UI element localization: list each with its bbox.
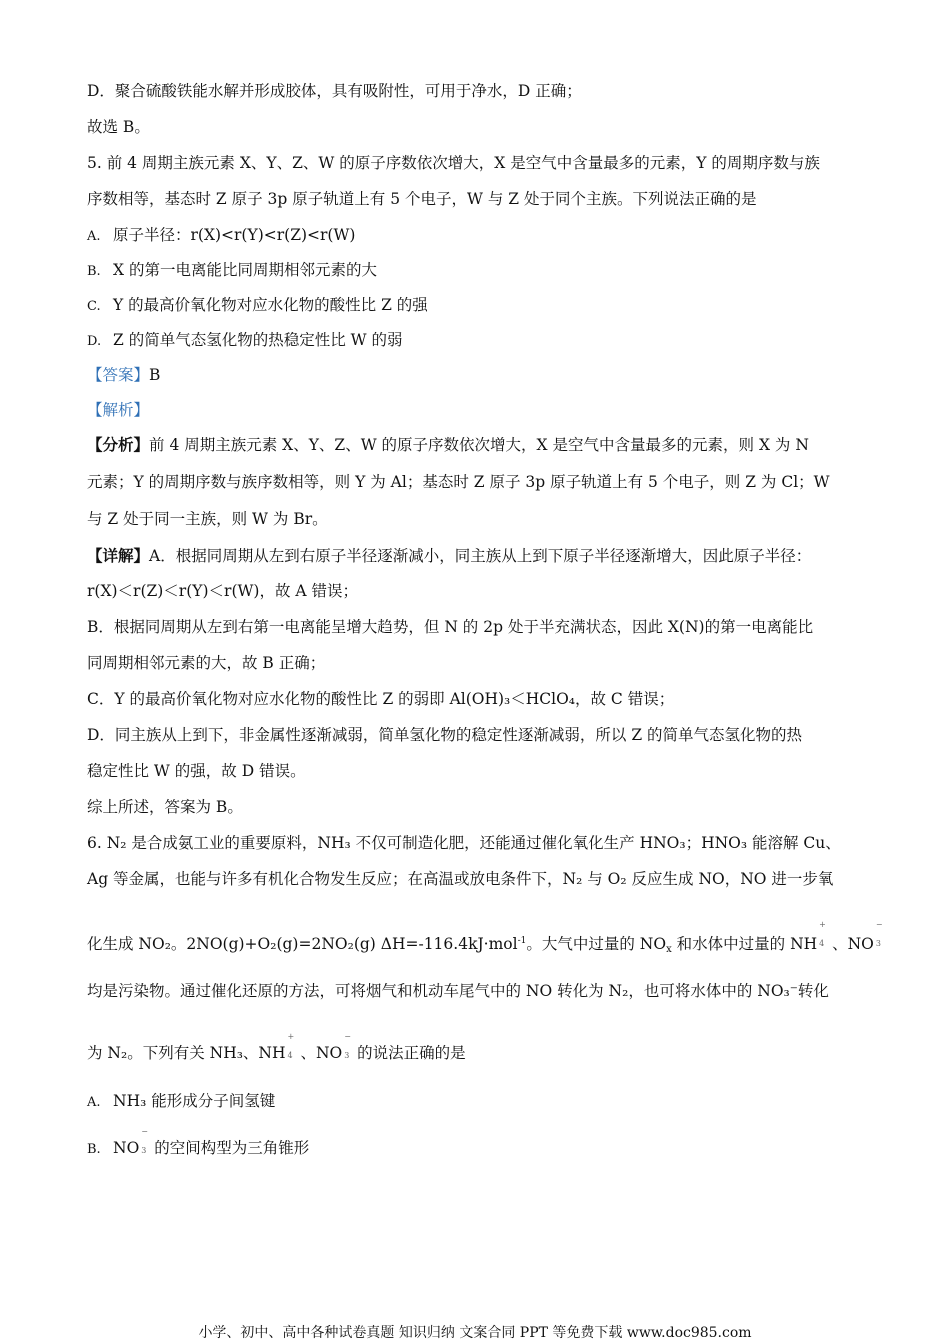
ion-bottom: 3 — [344, 1051, 350, 1060]
ion-charge — [874, 920, 884, 952]
text-span: 为 N₂。下列有关 NH₃、NH — [87, 1044, 286, 1062]
option-label: A. — [87, 1095, 101, 1110]
ion-charge — [139, 1127, 149, 1159]
question-5-line: 5. 前 4 周期主族元素 X、Y、Z、W 的原子序数依次增大，X 是空气中含量最多的元素，Y 的周期序数与族 — [87, 154, 820, 172]
subscript: x — [666, 944, 672, 955]
analysis-line: 与 Z 处于同一主族，则 W 为 Br。 — [87, 510, 328, 528]
detail-line: B．根据同周期从左到右第一电离能呈增大趋势，但 N 的 2p 处于半充满状态，因此 X(N)的第一电离能比 — [87, 618, 814, 636]
answer-line — [87, 364, 160, 386]
ion-bottom: 3 — [875, 939, 881, 948]
option-text: Z 的简单气态氢化物的热稳定性比 W 的弱 — [113, 331, 403, 349]
ion-top: + — [287, 1032, 295, 1041]
analysis-line: 元素；Y 的周期序数与族序数相等，则 Y 为 Al；基态时 Z 原子 3p 原子轨道上有 5 个电子，则 Z 为 Cl；W — [87, 473, 830, 491]
ion-charge — [342, 1032, 352, 1064]
ion-charge — [817, 920, 827, 952]
detail-line: r(X)＜r(Z)＜r(Y)＜r(W)，故 A 错误； — [87, 582, 359, 600]
question-6-line: Ag 等金属，也能与许多有机化合物发生反应；在高温或放电条件下，N₂ 与 O₂ 反应生成 NO，NO 进一步氧 — [87, 870, 834, 888]
ion-top: − — [875, 920, 883, 929]
option-text: NO — [113, 1139, 140, 1157]
question-6-line — [87, 1032, 466, 1064]
summary-line: 综上所述，答案为 B。 — [87, 798, 243, 816]
question-6-line: 6. N₂ 是合成氨工业的重要原料，NH₃ 不仅可制造化肥，还能通过催化氧化生产 HNO₃；HNO₃ 能溶解 Cu、 — [87, 834, 841, 852]
option-6b — [87, 1127, 310, 1161]
ion-bottom: 4 — [819, 939, 825, 948]
option-5d — [87, 329, 402, 353]
analysis-heading — [87, 399, 149, 421]
option-5b — [87, 259, 377, 283]
text-span: 、NO — [295, 1044, 343, 1062]
question-6-line — [87, 920, 884, 961]
analysis-tag: 【解析】 — [87, 401, 150, 419]
footer-text: 小学、初中、高中各种试卷真题 知识归纳 文案合同 PPT 等免费下载 www.doc985.com — [198, 1325, 752, 1341]
option-5a — [87, 224, 355, 248]
option-label: C. — [87, 299, 101, 314]
ion-bottom: 3 — [141, 1146, 147, 1155]
detail-line: C．Y 的最高价氧化物对应水化物的酸性比 Z 的弱即 Al(OH)₃＜HClO₄，故 C 错误； — [87, 690, 675, 708]
equation-text: 化生成 NO₂。2NO(g)+O₂(g)=2NO₂(g) ΔH=-116.4kJ·mol — [87, 935, 518, 953]
answer-tag: 【答案】 — [87, 366, 150, 384]
ion-top: − — [344, 1032, 351, 1041]
option-label: B. — [87, 264, 101, 279]
question-5-line: 序数相等，基态时 Z 原子 3p 原子轨道上有 5 个电子，W 与 Z 处于同个主族。下列说法正确的是 — [87, 190, 757, 208]
option-5c — [87, 294, 428, 318]
option-6a — [87, 1090, 275, 1114]
answer-value: B — [149, 366, 161, 384]
text-span: 的说法正确的是 — [352, 1044, 466, 1062]
option-text: Y 的最高价氧化物对应水化物的酸性比 Z 的强 — [113, 296, 428, 314]
detail-line — [87, 545, 811, 567]
ion-top: − — [141, 1127, 148, 1136]
ion-top: + — [819, 920, 826, 929]
xiangjie-tag: 【详解】 — [87, 546, 150, 565]
option-text: 原子半径：r(X)<r(Y)<r(Z)<r(W) — [113, 226, 356, 244]
text-line: D．聚合硫酸铁能水解并形成胶体，具有吸附性，可用于净水，D 正确； — [87, 82, 582, 100]
option-text: NH₃ 能形成分子间氢键 — [113, 1092, 276, 1110]
detail-line: 稳定性比 W 的强，故 D 错误。 — [87, 762, 306, 780]
option-label: A. — [87, 229, 101, 244]
analysis-text: 前 4 周期主族元素 X、Y、Z、W 的原子序数依次增大，X 是空气中含量最多的元素，则 X 为 N — [149, 436, 809, 454]
ion-charge — [286, 1032, 296, 1064]
option-label: D. — [87, 334, 102, 349]
question-6-line: 均是污染物。通过催化还原的方法，可将烟气和机动车尾气中的 NO 转化为 N₂，也可将水体中的 NO₃⁻转化 — [87, 982, 829, 1000]
text-span: 和水体中过量的 NH — [671, 935, 818, 953]
detail-line: D．同主族从上到下，非金属性逐渐减弱，简单氢化物的稳定性逐渐减弱，所以 Z 的简单气态氢化物的热 — [87, 726, 803, 744]
analysis-line — [87, 434, 809, 456]
text-line: 故选 B。 — [87, 118, 150, 136]
text-span: 、NO — [827, 935, 874, 953]
option-label: B. — [87, 1142, 101, 1157]
option-text: X 的第一电离能比同周期相邻元素的大 — [113, 261, 377, 279]
ion-bottom: 4 — [287, 1051, 293, 1060]
option-text: 的空间构型为三角锥形 — [149, 1139, 310, 1157]
fenxi-tag: 【分析】 — [87, 435, 150, 454]
detail-text: A．根据同周期从左到右原子半径逐渐减小，同主族从上到下原子半径逐渐增大，因此原子半径： — [149, 547, 812, 565]
detail-line: 同周期相邻元素的大，故 B 正确； — [87, 654, 326, 672]
text-span: 。大气中过量的 NO — [526, 935, 667, 953]
superscript: -1 — [517, 936, 527, 946]
